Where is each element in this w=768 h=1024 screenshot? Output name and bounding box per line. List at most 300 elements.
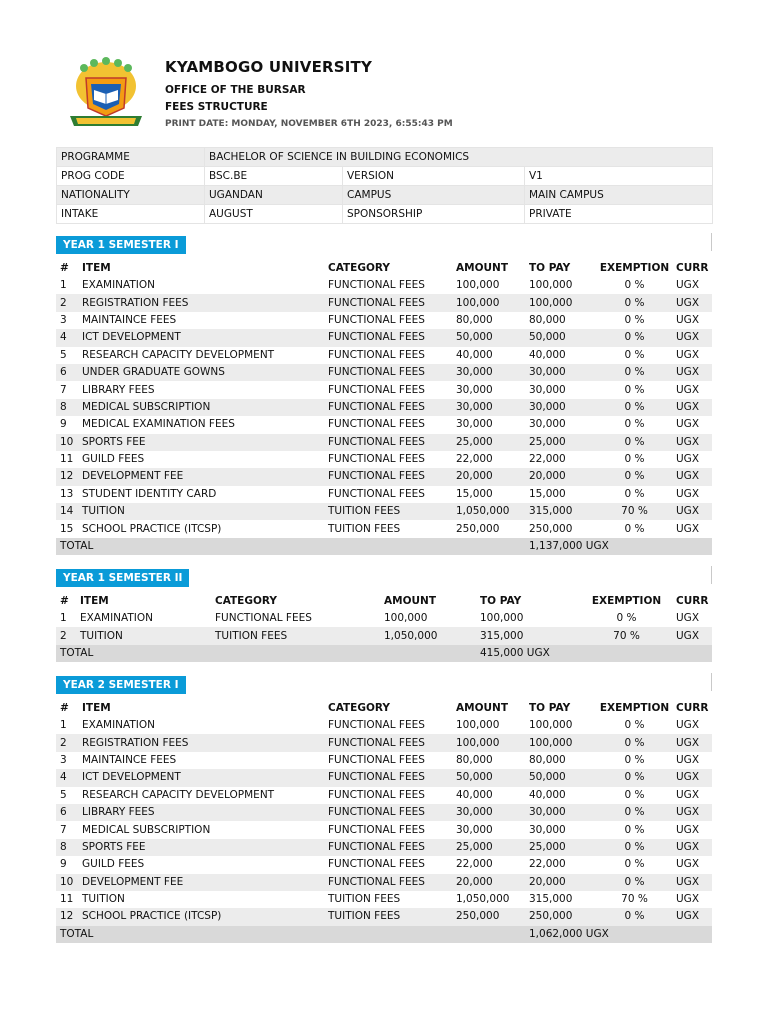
item-name: EXAMINATION xyxy=(82,279,156,292)
table-header-row xyxy=(56,260,712,277)
info-value: V1 xyxy=(525,167,713,186)
col-category: CATEGORY xyxy=(328,702,391,714)
currency: UGX xyxy=(672,503,712,520)
fee-category: FUNCTIONAL FEES xyxy=(328,487,425,500)
programme-info-table xyxy=(56,147,713,224)
currency: UGX xyxy=(672,434,712,451)
item-name: TUITION xyxy=(76,627,211,644)
col-item: ITEM xyxy=(80,595,109,607)
to-pay: 315,000 xyxy=(525,503,593,520)
fee-category: FUNCTIONAL FEES xyxy=(328,279,425,292)
item-name: SCHOOL PRACTICE (ITCSP) xyxy=(82,522,222,535)
to-pay: 15,000 xyxy=(529,487,566,500)
col-curr: CURR xyxy=(676,595,709,607)
col-to-pay: TO PAY xyxy=(529,702,571,714)
currency: UGX xyxy=(676,418,700,431)
fees-table xyxy=(56,593,712,662)
to-pay: 315,000 xyxy=(476,627,577,644)
item-name: UNDER GRADUATE GOWNS xyxy=(78,364,324,381)
exemption: 0 % xyxy=(624,753,645,766)
exemption: 0 % xyxy=(624,279,645,292)
amount: 100,000 xyxy=(452,734,525,751)
currency: UGX xyxy=(672,627,712,644)
exemption: 0 % xyxy=(593,329,672,346)
fee-category: FUNCTIONAL FEES xyxy=(324,734,452,751)
total-amount: 1,062,000 UGX xyxy=(525,926,712,943)
item-name: EXAMINATION xyxy=(80,612,154,625)
currency: UGX xyxy=(672,908,712,925)
exemption: 0 % xyxy=(624,823,645,836)
fee-category: TUITION FEES xyxy=(324,503,452,520)
to-pay: 30,000 xyxy=(525,364,593,381)
table-row xyxy=(56,399,712,416)
row-number: 5 xyxy=(60,348,67,361)
currency: UGX xyxy=(672,734,712,751)
amount: 20,000 xyxy=(452,874,525,891)
item-name: MEDICAL EXAMINATION FEES xyxy=(82,418,235,431)
row-number: 11 xyxy=(60,893,74,906)
item-name: ICT DEVELOPMENT xyxy=(78,329,324,346)
print-date: PRINT DATE: MONDAY, NOVEMBER 6TH 2023, 6:55:43 PM xyxy=(165,119,453,129)
currency: UGX xyxy=(672,399,712,416)
amount: 25,000 xyxy=(452,434,525,451)
to-pay: 20,000 xyxy=(525,468,593,485)
col-item: ITEM xyxy=(82,702,111,714)
semester-title: YEAR 2 SEMESTER I xyxy=(56,676,186,694)
semester-section xyxy=(56,566,712,662)
amount: 100,000 xyxy=(452,294,525,311)
table-row xyxy=(56,520,712,537)
semester-title: YEAR 1 SEMESTER I xyxy=(56,236,186,254)
fee-category: FUNCTIONAL FEES xyxy=(328,719,425,732)
amount: 22,000 xyxy=(456,453,493,466)
fee-category: FUNCTIONAL FEES xyxy=(328,753,425,766)
currency: UGX xyxy=(676,279,700,292)
amount: 40,000 xyxy=(456,788,493,801)
row-number: 1 xyxy=(60,279,67,292)
amount: 30,000 xyxy=(452,399,525,416)
to-pay: 22,000 xyxy=(529,453,566,466)
to-pay: 315,000 xyxy=(529,893,573,906)
fee-category: FUNCTIONAL FEES xyxy=(324,294,452,311)
row-number: 4 xyxy=(56,769,78,786)
to-pay: 100,000 xyxy=(525,734,593,751)
info-value: BSC.BE xyxy=(205,167,343,186)
fee-category: FUNCTIONAL FEES xyxy=(328,858,425,871)
amount: 80,000 xyxy=(456,753,493,766)
item-name: TUITION xyxy=(78,503,324,520)
currency: UGX xyxy=(672,468,712,485)
fee-category: FUNCTIONAL FEES xyxy=(324,874,452,891)
col-category: CATEGORY xyxy=(328,262,391,274)
row-number: 8 xyxy=(56,839,78,856)
currency: UGX xyxy=(676,383,700,396)
currency: UGX xyxy=(676,823,700,836)
amount: 30,000 xyxy=(452,804,525,821)
currency: UGX xyxy=(676,612,700,625)
table-header-row xyxy=(56,593,712,610)
col-amount: AMOUNT xyxy=(456,702,508,714)
col-to-pay: TO PAY xyxy=(529,262,571,274)
exemption: 70 % xyxy=(593,503,672,520)
col-exemption: EXEMPTION xyxy=(599,262,670,274)
to-pay: 100,000 xyxy=(529,279,573,292)
table-row xyxy=(56,839,712,856)
currency: UGX xyxy=(672,839,712,856)
fee-category: TUITION FEES xyxy=(328,893,401,906)
item-name: SPORTS FEE xyxy=(78,434,324,451)
to-pay: 30,000 xyxy=(525,804,593,821)
col-exemption: EXEMPTION xyxy=(599,702,670,714)
fee-category: FUNCTIONAL FEES xyxy=(324,434,452,451)
table-row xyxy=(56,434,712,451)
to-pay: 30,000 xyxy=(525,399,593,416)
exemption: 0 % xyxy=(616,612,637,625)
row-number: 12 xyxy=(56,908,78,925)
currency: UGX xyxy=(672,804,712,821)
amount: 1,050,000 xyxy=(380,627,476,644)
to-pay: 80,000 xyxy=(529,753,566,766)
amount: 40,000 xyxy=(456,348,493,361)
row-number: 8 xyxy=(56,399,78,416)
to-pay: 22,000 xyxy=(529,858,566,871)
item-name: MAINTAINCE FEES xyxy=(82,313,177,326)
university-crest-icon xyxy=(64,56,148,132)
document-header xyxy=(165,58,453,129)
semester-section xyxy=(56,673,712,943)
fee-category: TUITION FEES xyxy=(324,908,452,925)
exemption: 0 % xyxy=(624,858,645,871)
amount: 50,000 xyxy=(452,329,525,346)
row-number: 6 xyxy=(56,804,78,821)
amount: 50,000 xyxy=(452,769,525,786)
row-number: 12 xyxy=(56,468,78,485)
table-row xyxy=(56,486,712,503)
exemption: 0 % xyxy=(593,804,672,821)
fees-table xyxy=(56,260,712,555)
table-row xyxy=(56,769,712,786)
table-row xyxy=(56,874,712,891)
fee-category: FUNCTIONAL FEES xyxy=(328,313,425,326)
item-name: DEVELOPMENT FEE xyxy=(78,874,324,891)
row-number: 11 xyxy=(60,453,74,466)
col-category: CATEGORY xyxy=(215,595,278,607)
row-number: 10 xyxy=(56,874,78,891)
fee-category: TUITION FEES xyxy=(211,627,380,644)
section-rule xyxy=(711,233,712,251)
info-label: SPONSORSHIP xyxy=(343,205,525,224)
table-row xyxy=(56,329,712,346)
row-number: 1 xyxy=(60,719,67,732)
office-name: OFFICE OF THE BURSAR xyxy=(165,84,306,96)
exemption: 0 % xyxy=(593,468,672,485)
item-name: RESEARCH CAPACITY DEVELOPMENT xyxy=(82,348,275,361)
total-label: TOTAL xyxy=(56,926,525,943)
to-pay: 250,000 xyxy=(525,908,593,925)
amount: 1,050,000 xyxy=(456,893,510,906)
col-amount: AMOUNT xyxy=(384,595,436,607)
item-name: MEDICAL SUBSCRIPTION xyxy=(82,823,211,836)
to-pay: 40,000 xyxy=(529,788,566,801)
exemption: 0 % xyxy=(593,294,672,311)
currency: UGX xyxy=(676,753,700,766)
exemption: 0 % xyxy=(624,313,645,326)
table-header-row xyxy=(56,700,712,717)
item-name: RESEARCH CAPACITY DEVELOPMENT xyxy=(82,788,275,801)
to-pay: 20,000 xyxy=(525,874,593,891)
to-pay: 100,000 xyxy=(525,294,593,311)
total-row xyxy=(56,538,712,555)
total-label: TOTAL xyxy=(56,645,476,662)
col-curr: CURR xyxy=(676,702,709,714)
currency: UGX xyxy=(676,858,700,871)
table-row xyxy=(56,752,712,769)
amount: 22,000 xyxy=(456,858,493,871)
col-no: # xyxy=(60,702,69,714)
exemption: 0 % xyxy=(593,434,672,451)
to-pay: 30,000 xyxy=(529,383,566,396)
item-name: SCHOOL PRACTICE (ITCSP) xyxy=(78,908,324,925)
currency: UGX xyxy=(676,313,700,326)
info-row-nationality xyxy=(57,186,713,205)
amount: 15,000 xyxy=(456,487,493,500)
table-row xyxy=(56,381,712,398)
fee-category: FUNCTIONAL FEES xyxy=(328,418,425,431)
to-pay: 25,000 xyxy=(525,839,593,856)
currency: UGX xyxy=(672,329,712,346)
table-row xyxy=(56,787,712,804)
table-row xyxy=(56,451,712,468)
info-row-prog-code xyxy=(57,167,713,186)
currency: UGX xyxy=(672,364,712,381)
table-row xyxy=(56,503,712,520)
fee-category: FUNCTIONAL FEES xyxy=(328,788,425,801)
row-number: 7 xyxy=(60,823,67,836)
item-name: MAINTAINCE FEES xyxy=(82,753,177,766)
to-pay: 30,000 xyxy=(529,823,566,836)
currency: UGX xyxy=(676,719,700,732)
row-number: 9 xyxy=(60,418,67,431)
info-value: PRIVATE xyxy=(525,205,713,224)
fee-category: FUNCTIONAL FEES xyxy=(324,468,452,485)
table-row xyxy=(56,610,712,627)
to-pay: 250,000 xyxy=(529,522,573,535)
exemption: 70 % xyxy=(577,627,672,644)
info-label: PROG CODE xyxy=(57,167,205,186)
to-pay: 30,000 xyxy=(529,418,566,431)
to-pay: 50,000 xyxy=(525,769,593,786)
fee-category: FUNCTIONAL FEES xyxy=(324,399,452,416)
semester-title: YEAR 1 SEMESTER II xyxy=(56,569,189,587)
fee-category: FUNCTIONAL FEES xyxy=(328,348,425,361)
table-row xyxy=(56,821,712,838)
exemption: 0 % xyxy=(593,769,672,786)
amount: 100,000 xyxy=(456,279,500,292)
row-number: 13 xyxy=(60,487,74,500)
info-row-programme xyxy=(57,148,713,167)
item-name: LIBRARY FEES xyxy=(82,383,155,396)
fee-category: FUNCTIONAL FEES xyxy=(324,329,452,346)
item-name: SPORTS FEE xyxy=(78,839,324,856)
exemption: 0 % xyxy=(624,383,645,396)
total-label: TOTAL xyxy=(56,538,525,555)
table-row xyxy=(56,364,712,381)
currency: UGX xyxy=(676,348,700,361)
exemption: 0 % xyxy=(593,364,672,381)
fee-category: FUNCTIONAL FEES xyxy=(328,823,425,836)
table-row xyxy=(56,804,712,821)
table-row xyxy=(56,416,712,433)
row-number: 9 xyxy=(60,858,67,871)
item-name: GUILD FEES xyxy=(82,453,145,466)
exemption: 0 % xyxy=(593,734,672,751)
info-label: NATIONALITY xyxy=(57,186,205,205)
fee-category: FUNCTIONAL FEES xyxy=(324,364,452,381)
row-number: 2 xyxy=(56,627,76,644)
col-no: # xyxy=(60,262,69,274)
currency: UGX xyxy=(676,487,700,500)
row-number: 5 xyxy=(60,788,67,801)
amount: 250,000 xyxy=(452,908,525,925)
amount: 30,000 xyxy=(456,383,493,396)
item-name: ICT DEVELOPMENT xyxy=(78,769,324,786)
col-exemption: EXEMPTION xyxy=(591,595,662,607)
to-pay: 25,000 xyxy=(525,434,593,451)
row-number: 7 xyxy=(60,383,67,396)
amount: 30,000 xyxy=(456,823,493,836)
item-name: EXAMINATION xyxy=(82,719,156,732)
exemption: 0 % xyxy=(593,874,672,891)
currency: UGX xyxy=(672,294,712,311)
fee-category: TUITION FEES xyxy=(328,522,401,535)
currency: UGX xyxy=(676,522,700,535)
section-rule xyxy=(711,673,712,691)
amount: 20,000 xyxy=(452,468,525,485)
info-label: VERSION xyxy=(343,167,525,186)
fee-category: FUNCTIONAL FEES xyxy=(324,804,452,821)
col-no: # xyxy=(60,595,69,607)
row-number: 14 xyxy=(56,503,78,520)
fee-category: FUNCTIONAL FEES xyxy=(328,453,425,466)
exemption: 0 % xyxy=(593,908,672,925)
amount: 25,000 xyxy=(452,839,525,856)
table-row xyxy=(56,627,712,644)
amount: 80,000 xyxy=(456,313,493,326)
fee-category: FUNCTIONAL FEES xyxy=(324,839,452,856)
total-row xyxy=(56,645,712,662)
exemption: 0 % xyxy=(593,399,672,416)
item-name: REGISTRATION FEES xyxy=(78,294,324,311)
table-row xyxy=(56,468,712,485)
table-row xyxy=(56,891,712,908)
currency: UGX xyxy=(672,769,712,786)
info-label: CAMPUS xyxy=(343,186,525,205)
col-curr: CURR xyxy=(676,262,709,274)
total-row xyxy=(56,926,712,943)
amount: 1,050,000 xyxy=(452,503,525,520)
exemption: 0 % xyxy=(624,418,645,431)
exemption: 70 % xyxy=(621,893,648,906)
item-name: DEVELOPMENT FEE xyxy=(78,468,324,485)
info-label: INTAKE xyxy=(57,205,205,224)
table-row xyxy=(56,312,712,329)
item-name: REGISTRATION FEES xyxy=(78,734,324,751)
amount: 100,000 xyxy=(384,612,428,625)
table-row xyxy=(56,734,712,751)
amount: 100,000 xyxy=(456,719,500,732)
info-value: AUGUST xyxy=(205,205,343,224)
amount: 30,000 xyxy=(452,364,525,381)
currency: UGX xyxy=(672,874,712,891)
info-label: PROGRAMME xyxy=(57,148,205,167)
exemption: 0 % xyxy=(593,839,672,856)
col-item: ITEM xyxy=(82,262,111,274)
university-name: KYAMBOGO UNIVERSITY xyxy=(165,58,373,76)
row-number: 10 xyxy=(56,434,78,451)
row-number: 1 xyxy=(60,612,67,625)
row-number: 3 xyxy=(60,753,67,766)
info-value: MAIN CAMPUS xyxy=(525,186,713,205)
exemption: 0 % xyxy=(624,487,645,500)
to-pay: 40,000 xyxy=(529,348,566,361)
item-name: STUDENT IDENTITY CARD xyxy=(82,487,217,500)
fee-category: FUNCTIONAL FEES xyxy=(215,612,312,625)
to-pay: 100,000 xyxy=(529,719,573,732)
info-value: BACHELOR OF SCIENCE IN BUILDING ECONOMICS xyxy=(205,148,713,167)
table-row xyxy=(56,347,712,364)
exemption: 0 % xyxy=(624,522,645,535)
row-number: 6 xyxy=(56,364,78,381)
exemption: 0 % xyxy=(624,788,645,801)
item-name: TUITION xyxy=(82,893,125,906)
fees-table xyxy=(56,700,712,943)
currency: UGX xyxy=(676,893,700,906)
row-number: 3 xyxy=(60,313,67,326)
currency: UGX xyxy=(676,453,700,466)
table-row xyxy=(56,277,712,294)
to-pay: 100,000 xyxy=(480,612,524,625)
semester-section xyxy=(56,233,712,555)
item-name: LIBRARY FEES xyxy=(78,804,324,821)
item-name: GUILD FEES xyxy=(82,858,145,871)
currency: UGX xyxy=(676,788,700,801)
col-amount: AMOUNT xyxy=(456,262,508,274)
table-row xyxy=(56,908,712,925)
row-number: 15 xyxy=(60,522,74,535)
exemption: 0 % xyxy=(624,719,645,732)
fee-category: FUNCTIONAL FEES xyxy=(324,769,452,786)
table-row xyxy=(56,294,712,311)
to-pay: 80,000 xyxy=(529,313,566,326)
row-number: 2 xyxy=(56,294,78,311)
total-amount: 1,137,000 UGX xyxy=(525,538,712,555)
row-number: 4 xyxy=(56,329,78,346)
to-pay: 50,000 xyxy=(525,329,593,346)
table-row xyxy=(56,856,712,873)
exemption: 0 % xyxy=(624,348,645,361)
document-title: FEES STRUCTURE xyxy=(165,101,268,113)
row-number: 2 xyxy=(56,734,78,751)
section-rule xyxy=(711,566,712,584)
amount: 30,000 xyxy=(456,418,493,431)
amount: 250,000 xyxy=(456,522,500,535)
col-to-pay: TO PAY xyxy=(480,595,522,607)
fee-category: FUNCTIONAL FEES xyxy=(328,383,425,396)
info-row-intake xyxy=(57,205,713,224)
total-amount: 415,000 UGX xyxy=(476,645,712,662)
item-name: MEDICAL SUBSCRIPTION xyxy=(78,399,324,416)
exemption: 0 % xyxy=(624,453,645,466)
